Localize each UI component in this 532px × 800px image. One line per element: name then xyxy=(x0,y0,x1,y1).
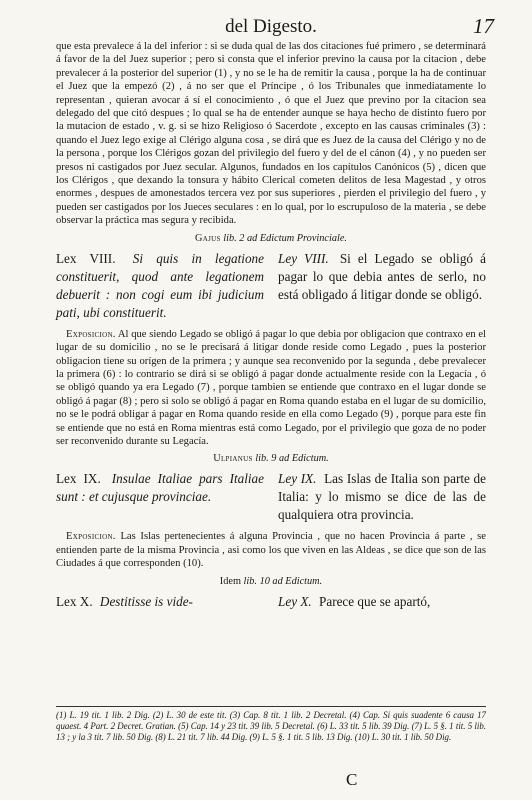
signature-mark: C xyxy=(346,770,358,789)
source-author: Idem xyxy=(219,575,241,587)
latin-heading: Lex X. xyxy=(56,593,93,609)
exposition-paragraph xyxy=(56,328,486,449)
exposition-body: Al que siendo Legado se obligó á pagar lo que debia por obligacion que contraxo en el lugar de su domicilio , no se le precisará á litigar donde reside como Legado , pues la posterior obligacion tiene su orígen de la primera ; y aunque sea reconvenido por la segunda , debe prevalecer la primera (6) : lo contrario se dirá si se obligó á pagar donde actualmente reside con la Legacía , ó se obligó quando ya era Legado (7) , porque tambien se entiende que contraxo en el lugar donde se obligó á pagar (8) ; pero si solo se obligó á pagar en Roma quando estaba en el lugar de su domicilio, no se le podrá obligar á pagar en Roma quando reside en ella como Legado (9) , porque para este fin se entiende que no está en Roma mientras está como Legado, por el privilegio que goza de no poder ser reconvenido durante su Legacía. xyxy=(56,328,486,447)
latin-text xyxy=(56,250,264,322)
exposition-paragraph xyxy=(56,530,486,570)
spanish-body: Parece que se apartó, xyxy=(319,593,431,609)
lex-viii xyxy=(56,250,486,322)
spanish-text xyxy=(278,250,486,322)
page-header xyxy=(56,14,494,40)
lex-ix xyxy=(56,470,486,524)
exposition-label: Exposicion. xyxy=(66,531,116,543)
lex-x xyxy=(56,593,486,611)
spanish-heading: Ley VIII. xyxy=(278,250,329,266)
exposition-label: Exposicion. xyxy=(66,328,116,340)
latin-heading: Lex VIII. xyxy=(56,250,116,266)
spanish-text xyxy=(278,593,486,611)
footnote-text: (1) L. 19 tit. 1 lib. 2 Dig. (2) L. 30 de este tit. (3) Cap. 8 tit. 1 lib. 2 Decretal. (4) Cap. Si quis suadente 6 causa 17 quaest. 4 Part. 2 Decret. Gratian. (5) Cap. 14 y 23 tit. 39 lib. 5 Decretal. (6) L. 33 tit. 5 lib. 39 Dig. (7) L. 5 §. 1 tit. 5 lib. 13 ; y la 3 tit. 7 lib. 50 Dig. (8) L. 21 tit. 7 lib. 44 Dig. (9) L. 5 §. 1 tit. 5 lib. 13 Dig. (10) L. 30 tit. 1 lib. 50 Dig. xyxy=(56,710,486,743)
source-reference: lib. 9 ad Edictum. xyxy=(255,453,329,465)
footnote-rule xyxy=(56,706,486,707)
latin-text xyxy=(56,593,264,611)
spanish-text xyxy=(278,470,486,524)
continued-paragraph: que esta prevalece á la del inferior : si se duda qual de las dos citaciones fué primero , se determinará á favor de la del Juez superior ; pero si consta que el inferior previno la causa por la citacion , debe prevalecer á la posterior del superior (1) , y no se le ha de remitir la causa , porque la ha de continuar el Juez que la empezó (2) , á no ser que el Príncipe , ó los Tribunales que inmediatamente lo representan , quieran avocar á sí el conocimiento , ó que el Juez que previno por la citacion sea delegado del que citó despues ; lo qual se ha de entender aunque se haya hecho de distinto fuero por la mutacion de estado , v. g. si se hizo Religioso ó Sacerdote , excepto en las causas criminales (3) : quando el Juez lego exige al Clérigo alguna cosa , se dirá que es Juez de la causa del Clérigo y no de la persona , porque los Clérigos gozan del privilegio del fuero y del de el cánon (4) , y no pueden ser presos ni castigados por Juez secular. Algunos, fundados en los capítulos Canónicos (5) , dicen que los Clérigos , que dexando la tonsura y hábito Clerical cometen delitos de lesa Magestad , y otros enormes , despues de amonestados tercera vez por sus superiores , pierden el privilegio del fuero , y pueden ser castigados por los Jueces seculares : en lo qual, por lo escrupuloso de la materia , se debe observar la práctica mas segura y recibida. xyxy=(56,41,486,227)
spanish-heading: Ley IX. xyxy=(278,471,317,487)
running-title: del Digesto. xyxy=(225,16,317,37)
spanish-heading: Ley X. xyxy=(278,593,312,609)
source-author: Gajus xyxy=(195,232,221,244)
source-reference: lib. 2 ad Edictum Provinciale. xyxy=(223,232,347,244)
source-reference: lib. 10 ad Edictum. xyxy=(243,575,323,587)
source-line xyxy=(56,576,486,587)
footnotes xyxy=(56,706,486,744)
latin-body: Insulae Italiae pars Italiae sunt : et cujusque provinciae. xyxy=(56,471,264,505)
spanish-body: Si el Legado se obligó á pagar lo que debia antes de serlo, no está obligado á litigar donde se obligó. xyxy=(278,250,486,302)
source-line xyxy=(56,453,486,464)
exposition-body: Las Islas pertenecientes á alguna Provincia , que no hacen Provincia á parte , se entienden parte de la misma Provincia , asi como los que viven en las Aldeas , se dice que son de las Ciudades á que corresponden (10). xyxy=(56,531,486,570)
latin-text xyxy=(56,470,264,524)
page xyxy=(56,14,494,617)
source-line xyxy=(56,233,486,244)
source-author: Ulpianus xyxy=(213,453,253,465)
page-number: 17 xyxy=(473,14,494,38)
spanish-body: Las Islas de Italia son parte de Italia: y lo mismo se dice de las de qualquiera otra provincia. xyxy=(278,471,486,523)
latin-heading: Lex IX. xyxy=(56,471,101,487)
latin-body: Si quis in legatione constituerit, quod ante legationem debuerit : non cogi eum ibi judicium pati, ubi constituerit. xyxy=(56,250,265,320)
latin-body: Destitisse is vide- xyxy=(99,593,193,609)
